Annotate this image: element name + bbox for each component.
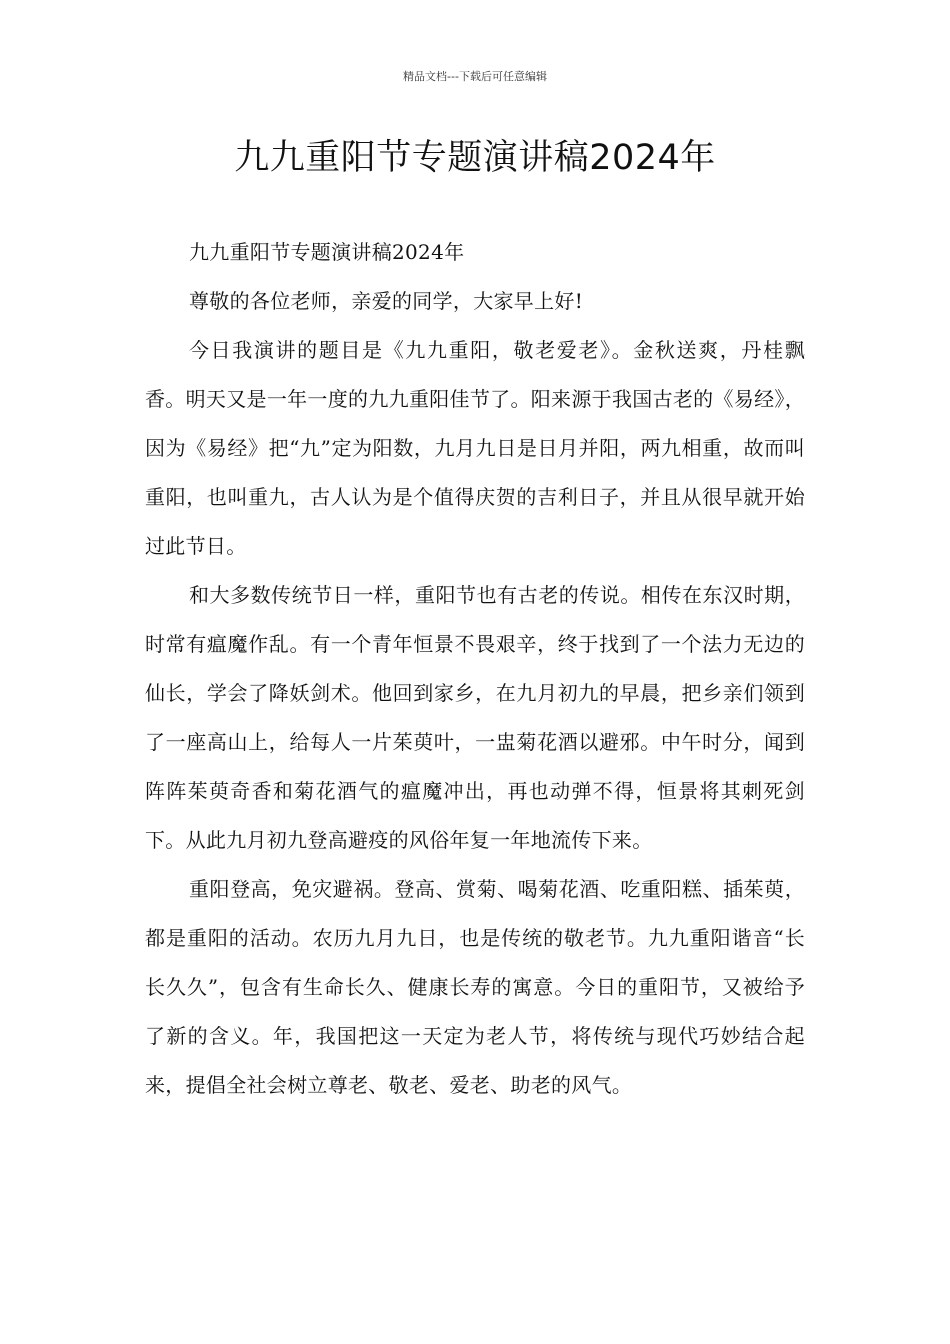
paragraph-legend: 和大多数传统节日一样，重阳节也有古老的传说。相传在东汉时期，时常有瘟魔作乱。有一个青年恒景不畏艰辛，终于找到了一个法力无边的仙长，学会了降妖剑术。他回到家乡，在九月初九的早晨，把乡亲们领到了一座高山上，给每人一片茱萸叶，一盅菊花酒以避邪。中午时分，闻到阵阵茱萸奇香和菊花酒气的瘟魔冲出，再也动弹不得，恒景将其刺死剑下。从此九月初九登高避疫的风俗年复一年地流传下来。 (145, 583, 805, 852)
paragraph-customs: 重阳登高，免灾避祸。登高、赏菊、喝菊花酒、吃重阳糕、插茱萸，都是重阳的活动。农历九月九日，也是传统的敬老节。九九重阳谐音“长长久久”，包含有生命长久、健康长寿的寓意。今日的重阳节，又被给予了新的含义。年，我国把这一天定为老人节，将传统与现代巧妙结合起来，提倡全社会树立尊老、敬老、爱老、助老的风气。 (145, 877, 805, 1097)
paragraph-subtitle: 九九重阳节专题演讲稿2024年 (189, 240, 465, 264)
paragraph-origin: 今日我演讲的题目是《九九重阳，敬老爱老》。金秋送爽，丹桂飘香。明天又是一年一度的九九重阳佳节了。阳来源于我国古老的《易经》，因为《易经》把“九”定为阳数，九月九日是日月并阳，两九相重，故而叫重阳，也叫重九，古人认为是个值得庆贺的吉利日子，并且从很早就开始过此节日。 (145, 338, 805, 558)
header-note: 精品文档---下载后可任意编辑 (403, 70, 547, 83)
document-body (145, 228, 805, 1110)
paragraph-greeting: 尊敬的各位老师，亲爱的同学，大家早上好! (189, 289, 584, 313)
document-title: 九九重阳节专题演讲稿2024年 (234, 138, 716, 178)
